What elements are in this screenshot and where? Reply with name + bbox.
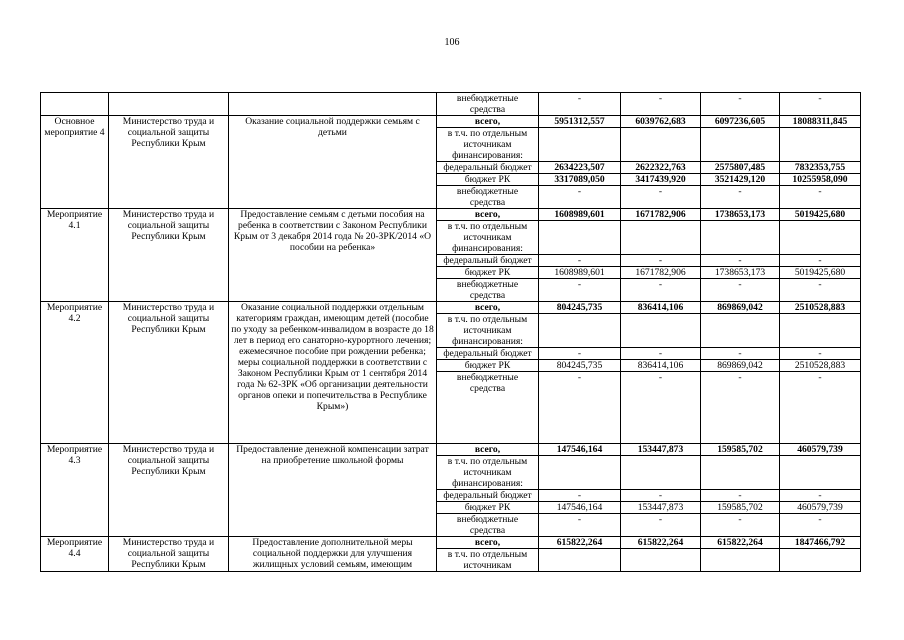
amount-cell-year-1: 1608989,601: [539, 267, 621, 279]
amount-cell-year-4: 7832353,755: [780, 162, 861, 174]
amount-cell-year-4: [780, 128, 861, 162]
amount-cell-year-2: [621, 128, 701, 162]
amount-cell-year-1: -: [539, 255, 621, 267]
amount-cell-year-3: 159585,702: [701, 444, 780, 456]
amount-cell-year-1: -: [539, 514, 621, 537]
funding-source-cell: внебюджетные средства: [437, 279, 539, 302]
amount-cell-year-3: [701, 549, 780, 572]
activity-id-cell: [41, 93, 109, 116]
amount-cell-year-2: -: [621, 186, 701, 209]
funding-source-cell: всего,: [437, 444, 539, 456]
amount-cell-year-2: -: [621, 93, 701, 116]
amount-cell-year-3: -: [701, 255, 780, 267]
amount-cell-year-3: [701, 456, 780, 490]
amount-cell-year-1: -: [539, 490, 621, 502]
amount-cell-year-2: -: [621, 490, 701, 502]
funding-source-cell: федеральный бюджет: [437, 348, 539, 360]
activity-id-cell: Основное мероприятие 4: [41, 116, 109, 209]
amount-cell-year-1: -: [539, 186, 621, 209]
amount-cell-year-2: 153447,873: [621, 444, 701, 456]
description-cell: Предоставление денежной компенсации затрат на приобретение школьной формы: [229, 444, 437, 537]
amount-cell-year-1: [539, 549, 621, 572]
amount-cell-year-3: -: [701, 372, 780, 444]
amount-cell-year-4: 460579,739: [780, 444, 861, 456]
funding-source-cell: федеральный бюджет: [437, 490, 539, 502]
amount-cell-year-4: 2510528,883: [780, 360, 861, 372]
amount-cell-year-4: [780, 456, 861, 490]
ministry-cell: [109, 93, 229, 116]
amount-cell-year-3: 1738653,173: [701, 267, 780, 279]
amount-cell-year-4: -: [780, 348, 861, 360]
amount-cell-year-1: [539, 456, 621, 490]
funding-source-cell: в т.ч. по отдельным источникам финансирования:: [437, 456, 539, 490]
activity-row: [41, 444, 861, 456]
activity-row: [41, 209, 861, 221]
amount-cell-year-4: 5019425,680: [780, 209, 861, 221]
funding-source-cell: федеральный бюджет: [437, 162, 539, 174]
ministry-cell: Министерство труда и социальной защиты Республики Крым: [109, 209, 229, 302]
amount-cell-year-3: 869869,042: [701, 302, 780, 314]
funding-source-cell: всего,: [437, 209, 539, 221]
amount-cell-year-2: 615822,264: [621, 537, 701, 549]
funding-source-cell: в т.ч. по отдельным источникам: [437, 549, 539, 572]
funding-row: [41, 93, 861, 116]
funding-source-cell: бюджет РК: [437, 502, 539, 514]
amount-cell-year-4: -: [780, 279, 861, 302]
page-number: 106: [444, 37, 460, 48]
amount-cell-year-1: 3317089,050: [539, 174, 621, 186]
amount-cell-year-1: -: [539, 279, 621, 302]
amount-cell-year-3: 159585,702: [701, 502, 780, 514]
amount-cell-year-2: -: [621, 255, 701, 267]
funding-source-cell: в т.ч. по отдельным источникам финансирования:: [437, 128, 539, 162]
amount-cell-year-4: -: [780, 255, 861, 267]
funding-source-cell: бюджет РК: [437, 174, 539, 186]
amount-cell-year-1: 615822,264: [539, 537, 621, 549]
funding-source-cell: внебюджетные средства: [437, 514, 539, 537]
description-cell: Оказание социальной поддержки отдельным категориям граждан, имеющим детей (пособие по уходу за ребенком-инвалидом в возрасте до 18 лет в период его санаторно-курортного лечения; ежемесячное пособие при рождении ребенка; меры социальной поддержки в соответствии с Законом Республики Крым от 1 сентября 2014 года № 62-ЗРК «Об организации деятельности органов опеки и попечительства в Республике Крым»): [229, 302, 437, 444]
amount-cell-year-1: [539, 221, 621, 255]
ministry-cell: Министерство труда и социальной защиты Республики Крым: [109, 537, 229, 572]
amount-cell-year-4: -: [780, 372, 861, 444]
description-cell: Предоставление семьям с детьми пособия на ребенка в соответствии с Законом Республики Крым от 3 декабря 2014 года № 20-ЗРК/2014 «О пособии на ребенка»: [229, 209, 437, 302]
amount-cell-year-3: -: [701, 279, 780, 302]
amount-cell-year-2: 3417439,920: [621, 174, 701, 186]
amount-cell-year-4: -: [780, 514, 861, 537]
funding-source-cell: всего,: [437, 302, 539, 314]
amount-cell-year-3: -: [701, 490, 780, 502]
amount-cell-year-1: [539, 314, 621, 348]
funding-source-cell: внебюджетные средства: [437, 372, 539, 444]
amount-cell-year-4: -: [780, 186, 861, 209]
amount-cell-year-1: 804245,735: [539, 360, 621, 372]
funding-source-cell: бюджет РК: [437, 267, 539, 279]
amount-cell-year-2: -: [621, 279, 701, 302]
amount-cell-year-1: -: [539, 93, 621, 116]
funding-source-cell: в т.ч. по отдельным источникам финансирования:: [437, 221, 539, 255]
ministry-cell: Министерство труда и социальной защиты Республики Крым: [109, 302, 229, 444]
amount-cell-year-3: 615822,264: [701, 537, 780, 549]
activity-row: [41, 537, 861, 549]
amount-cell-year-2: -: [621, 514, 701, 537]
amount-cell-year-2: 836414,106: [621, 302, 701, 314]
amount-cell-year-4: 460579,739: [780, 502, 861, 514]
amount-cell-year-3: 2575807,485: [701, 162, 780, 174]
amount-cell-year-1: 804245,735: [539, 302, 621, 314]
amount-cell-year-3: -: [701, 186, 780, 209]
amount-cell-year-2: 1671782,906: [621, 209, 701, 221]
amount-cell-year-1: 147546,164: [539, 444, 621, 456]
amount-cell-year-4: 5019425,680: [780, 267, 861, 279]
amount-cell-year-2: [621, 314, 701, 348]
description-cell: Оказание социальной поддержки семьям с детьми: [229, 116, 437, 209]
amount-cell-year-4: [780, 549, 861, 572]
amount-cell-year-4: 18088311,845: [780, 116, 861, 128]
activity-id-cell: Мероприятие 4.1: [41, 209, 109, 302]
amount-cell-year-2: 1671782,906: [621, 267, 701, 279]
funding-source-cell: всего,: [437, 116, 539, 128]
activity-row: [41, 116, 861, 128]
amount-cell-year-4: -: [780, 93, 861, 116]
budget-table: [40, 92, 861, 572]
amount-cell-year-3: [701, 314, 780, 348]
amount-cell-year-4: 1847466,792: [780, 537, 861, 549]
amount-cell-year-3: 3521429,120: [701, 174, 780, 186]
amount-cell-year-1: 147546,164: [539, 502, 621, 514]
amount-cell-year-3: 869869,042: [701, 360, 780, 372]
amount-cell-year-3: [701, 221, 780, 255]
funding-source-cell: федеральный бюджет: [437, 255, 539, 267]
funding-source-cell: в т.ч. по отдельным источникам финансирования:: [437, 314, 539, 348]
amount-cell-year-1: 5951312,557: [539, 116, 621, 128]
activity-id-cell: Мероприятие 4.2: [41, 302, 109, 444]
amount-cell-year-2: [621, 221, 701, 255]
ministry-cell: Министерство труда и социальной защиты Республики Крым: [109, 116, 229, 209]
description-cell: Предоставление дополнительной меры социальной поддержки для улучшения жилищных условий семьям, имеющим: [229, 537, 437, 572]
amount-cell-year-2: -: [621, 348, 701, 360]
amount-cell-year-2: 2622322,763: [621, 162, 701, 174]
amount-cell-year-3: -: [701, 348, 780, 360]
ministry-cell: Министерство труда и социальной защиты Республики Крым: [109, 444, 229, 537]
amount-cell-year-2: 6039762,683: [621, 116, 701, 128]
amount-cell-year-3: 1738653,173: [701, 209, 780, 221]
amount-cell-year-4: 10255958,090: [780, 174, 861, 186]
amount-cell-year-4: 2510528,883: [780, 302, 861, 314]
amount-cell-year-1: -: [539, 372, 621, 444]
amount-cell-year-3: 6097236,605: [701, 116, 780, 128]
funding-source-cell: всего,: [437, 537, 539, 549]
amount-cell-year-4: [780, 221, 861, 255]
amount-cell-year-3: -: [701, 514, 780, 537]
amount-cell-year-1: -: [539, 348, 621, 360]
amount-cell-year-1: [539, 128, 621, 162]
activity-id-cell: Мероприятие 4.3: [41, 444, 109, 537]
amount-cell-year-3: [701, 128, 780, 162]
amount-cell-year-2: 836414,106: [621, 360, 701, 372]
amount-cell-year-2: [621, 456, 701, 490]
amount-cell-year-2: -: [621, 372, 701, 444]
amount-cell-year-1: 2634223,507: [539, 162, 621, 174]
amount-cell-year-2: 153447,873: [621, 502, 701, 514]
amount-cell-year-4: -: [780, 490, 861, 502]
amount-cell-year-4: [780, 314, 861, 348]
funding-source-cell: внебюджетные средства: [437, 93, 539, 116]
description-cell: [229, 93, 437, 116]
activity-id-cell: Мероприятие 4.4: [41, 537, 109, 572]
amount-cell-year-3: -: [701, 93, 780, 116]
funding-source-cell: бюджет РК: [437, 360, 539, 372]
activity-row: [41, 302, 861, 314]
amount-cell-year-2: [621, 549, 701, 572]
funding-source-cell: внебюджетные средства: [437, 186, 539, 209]
amount-cell-year-1: 1608989,601: [539, 209, 621, 221]
